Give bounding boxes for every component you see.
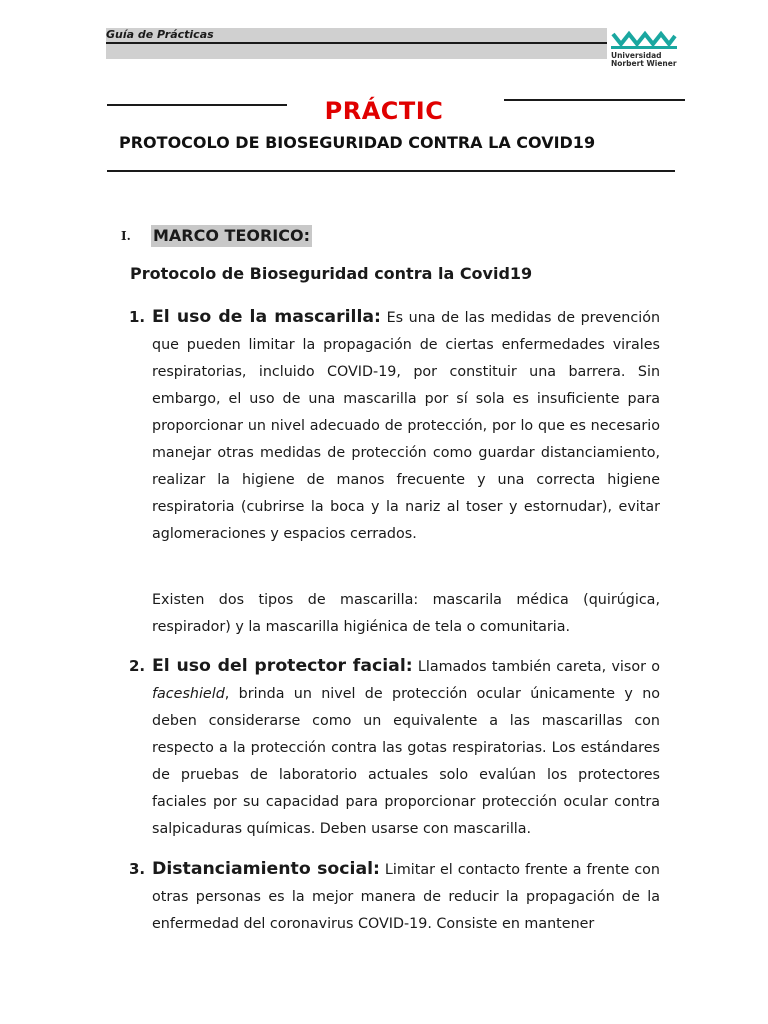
practice-title: PRÁCTIC [324, 97, 444, 125]
item-number: 1. [129, 308, 146, 326]
section-number: I. [121, 229, 131, 243]
protocol-title: PROTOCOLO DE BIOSEGURIDAD CONTRA LA COVID19 [119, 133, 596, 152]
item-number: 2. [129, 657, 146, 675]
section-title: MARCO TEORICO: [153, 226, 310, 245]
item-lead: El uso de la mascarilla: [152, 307, 381, 327]
item-extra-paragraph: Existen dos tipos de mascarilla: mascarila médica (quirúgica, respirador) y la mascarilla higiénica de tela o comunitaria. [152, 592, 660, 635]
item-text: , brinda un nivel de protección ocular únicamente y no deben considerarse como un equivalente a las mascarillas con respecto a la protección contra las gotas respiratorias. Los estándares de pruebas de laboratorio actuales solo evalúan los protectores faciales por su capacidad para proporcionar protección ocular contra salpicaduras químicas. Deben usarse con mascarilla. [152, 686, 660, 837]
logo-line-1: Universidad [611, 51, 662, 60]
item-paragraph [152, 304, 660, 548]
logo-line-2: Norbert Wiener [611, 59, 677, 68]
title-rule-bottom [107, 170, 675, 172]
guide-label: Guía de Prácticas [106, 28, 214, 41]
item-text: Es una de las medidas de prevención que pueden limitar la propagación de ciertas enfermedades virales respiratorias, incluido COVID-19, por constituir una barrera. Sin embargo, el uso de una mascarilla por sí sola es insuficiente para proporcionar un nivel adecuado de protección, por lo que es necesario manejar otras medidas de protección como guardar distanciamiento, realizar la higiene de manos frecuente y una correcta higiene respiratoria (cubrirse la boca y la nariz al toser y estornudar), evitar aglomeraciones y espacios cerrados. [152, 310, 661, 542]
item-text: Limitar el contacto frente a frente con otras personas es la mejor manera de reducir la propagación de la enfermedad del coronavirus COVID-19. Consiste en mantener [152, 862, 660, 932]
item-paragraph [152, 653, 660, 843]
item-lead: Distanciamiento social: [152, 859, 380, 879]
item-text-italic: faceshield [152, 686, 225, 702]
university-logo [609, 30, 697, 70]
header-rule [106, 42, 607, 44]
book-waves-icon [611, 30, 677, 50]
section-subtitle: Protocolo de Bioseguridad contra la Covid19 [130, 264, 533, 283]
item-number: 3. [129, 860, 146, 878]
item-text: Llamados también careta, visor o [412, 659, 660, 675]
item-paragraph [152, 856, 660, 938]
item-lead: El uso del protector facial: [152, 656, 413, 676]
